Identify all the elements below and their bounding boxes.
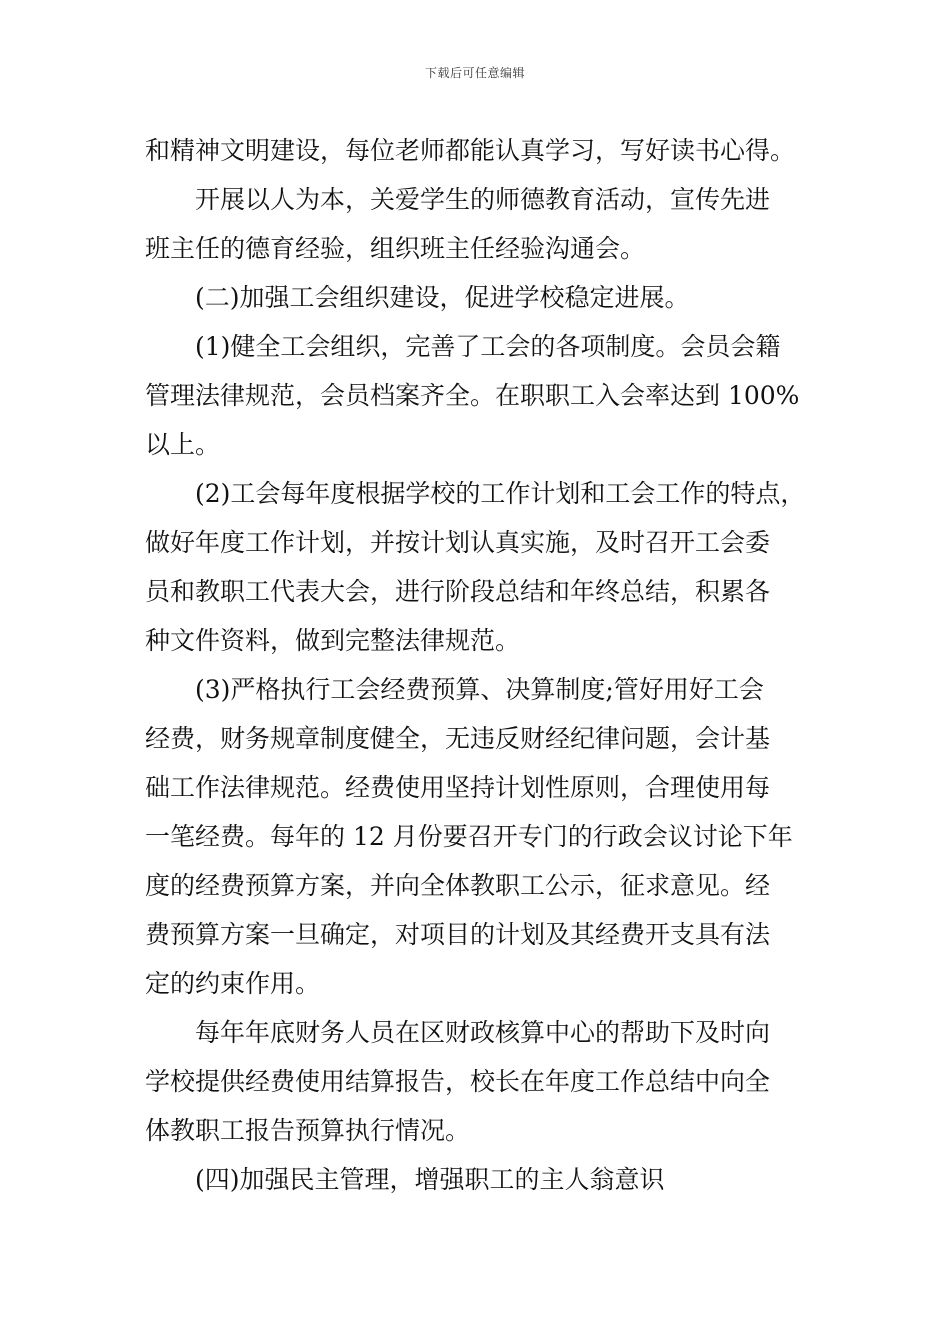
document-body [145, 126, 810, 1204]
paragraph [145, 665, 810, 1008]
paragraph [145, 469, 810, 665]
paragraph-line: 每年年底财务人员在区财政核算中心的帮助下及时向 [195, 1018, 771, 1047]
section-heading [145, 1155, 810, 1204]
paragraph-line: 定的约束作用。 [145, 969, 321, 998]
paragraph-line: 体教职工报告预算执行情况。 [145, 1116, 471, 1145]
paragraph-line: (3)严格执行工会经费预算、决算制度;管好用好工会 [195, 675, 764, 704]
paragraph-line: 经费，财务规章制度健全，无违反财经纪律问题，会计基 [145, 724, 771, 753]
paragraph [145, 1008, 810, 1155]
paragraph-line: 班主任的德育经验，组织班主任经验沟通会。 [145, 234, 646, 263]
paragraph-line: 学校提供经费使用结算报告，校长在年度工作总结中向全 [145, 1067, 771, 1096]
paragraph [145, 175, 810, 273]
paragraph-line: 础工作法律规范。经费使用坚持计划性原则，合理使用每 [145, 773, 771, 802]
paragraph-line: (2)工会每年度根据学校的工作计划和工会工作的特点， [195, 479, 806, 508]
paragraph-line: 和精神文明建设，每位老师都能认真学习，写好读书心得。 [145, 136, 796, 165]
paragraph-line: (四)加强民主管理，增强职工的主人翁意识 [195, 1165, 665, 1194]
paragraph [145, 126, 810, 175]
paragraph-line: 开展以人为本，关爱学生的师德教育活动，宣传先进 [195, 185, 771, 214]
page-header: 下载后可任意编辑 [424, 66, 525, 80]
paragraph-line: (二)加强工会组织建设，促进学校稳定进展。 [195, 283, 690, 312]
paragraph-line: 以上。 [145, 430, 221, 459]
paragraph-line: 管理法律规范，会员档案齐全。在职职工入会率达到 100% [145, 381, 800, 410]
paragraph-line: 员和教职工代表大会，进行阶段总结和年终总结，积累各 [145, 577, 771, 606]
paragraph-line: 做好年度工作计划，并按计划认真实施，及时召开工会委 [145, 528, 771, 557]
paragraph-line: 种文件资料，做到完整法律规范。 [145, 626, 521, 655]
paragraph-line: 度的经费预算方案，并向全体教职工公示，征求意见。经 [145, 871, 771, 900]
paragraph-line: 费预算方案一旦确定，对项目的计划及其经费开支具有法 [145, 920, 771, 949]
section-heading [145, 273, 810, 322]
paragraph [145, 322, 810, 469]
paragraph-line: (1)健全工会组织，完善了工会的各项制度。会员会籍 [195, 332, 781, 361]
paragraph-line: 一笔经费。每年的 12 月份要召开专门的行政会议讨论下年 [145, 822, 793, 851]
